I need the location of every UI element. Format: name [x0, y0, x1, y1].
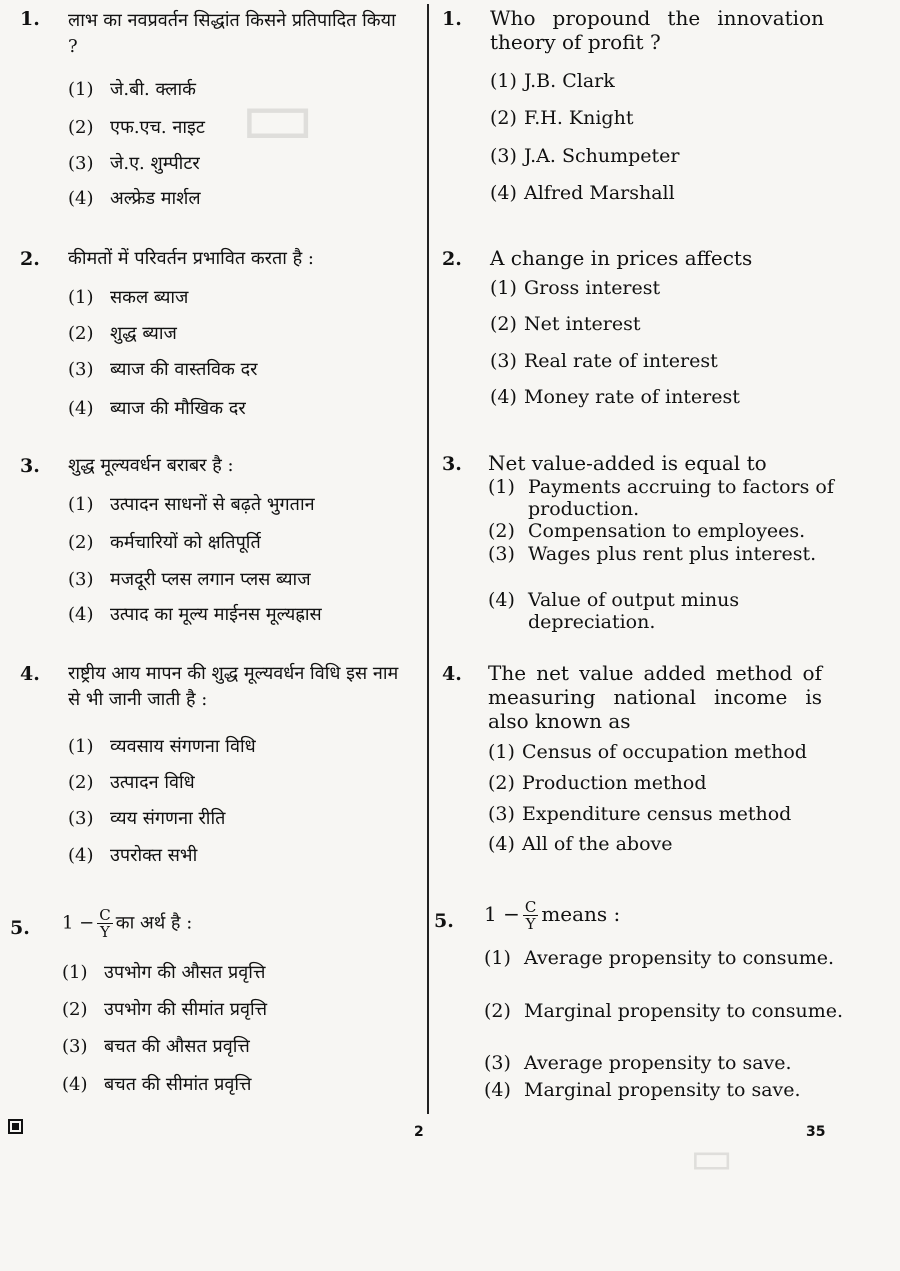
- option-2: (2) Compensation to employees.: [488, 520, 806, 542]
- option-2: (2) Marginal propensity to consume.: [484, 1000, 844, 1022]
- formula-prefix: 1 −: [484, 902, 520, 926]
- option-1: (1) सकल ब्याज: [68, 287, 189, 308]
- question-number: 3.: [442, 453, 462, 475]
- option-4: (4) Alfred Marshall: [490, 182, 675, 204]
- option-4: (4) ब्याज की मौखिक दर: [68, 398, 246, 419]
- question-number: 5.: [10, 917, 30, 939]
- question-text: The net value added method of measuring national income is also known as: [488, 661, 822, 733]
- question-number: 2.: [20, 248, 40, 270]
- option-2: (2) शुद्ध ब्याज: [68, 323, 177, 344]
- question-text: [62, 907, 402, 940]
- page-number-right: 35: [806, 1124, 826, 1140]
- option-2: (2) उत्पादन विधि: [68, 772, 195, 793]
- option-2: (2) F.H. Knight: [490, 107, 634, 129]
- option-3: (3) जे.ए. शुम्पीटर: [68, 153, 200, 174]
- option-3: (3) ब्याज की वास्तविक दर: [68, 359, 258, 380]
- option-2: (2) Net interest: [490, 313, 641, 335]
- question-text: कीमतों में परिवर्तन प्रभावित करता है :: [68, 248, 314, 269]
- question-text: A change in prices affects: [490, 246, 753, 270]
- fraction: $\frac{C}{Y}$: [524, 898, 537, 933]
- option-2: (2) Production method: [488, 772, 707, 794]
- option-4: (4) उपरोक्त सभी: [68, 845, 198, 866]
- option-1: (1) J.B. Clark: [490, 70, 615, 92]
- bleed-through-watermark: ▭: [690, 1130, 734, 1184]
- option-4: (4) बचत की सीमांत प्रवृत्ति: [62, 1074, 252, 1095]
- option-3: (3) बचत की औसत प्रवृत्ति: [62, 1036, 250, 1057]
- option-1: (1) Average propensity to consume.: [484, 947, 835, 969]
- option-1: (1) जे.बी. क्लार्क: [68, 79, 196, 100]
- option-3: (3) Real rate of interest: [490, 350, 718, 372]
- bleed-through-watermark: ▭: [240, 70, 316, 163]
- formula-suffix: means :: [541, 902, 621, 926]
- question-text: Net value-added is equal to: [488, 451, 767, 475]
- corner-marker: [8, 1119, 23, 1134]
- formula-prefix: 1 −: [62, 912, 95, 934]
- option-3: (3) J.A. Schumpeter: [490, 145, 680, 167]
- option-4: (4) All of the above: [488, 833, 673, 855]
- question-text: Who propound the innovation theory of profit ?: [490, 6, 824, 54]
- option-1: (1) Gross interest: [490, 277, 661, 299]
- option-4: (4) Value of output minus depreciation.: [488, 589, 740, 633]
- option-1: (1) Census of occupation method: [488, 741, 807, 763]
- question-number: 3.: [20, 455, 40, 477]
- question-text: लाभ का नवप्रवर्तन सिद्धांत किसने प्रतिपादित किया ?: [68, 10, 396, 57]
- option-4: (4) अल्फ्रेड मार्शल: [68, 188, 201, 209]
- option-1: (1) उत्पादन साधनों से बढ़ते भुगतान: [68, 494, 315, 515]
- option-4: (4) Marginal propensity to save.: [484, 1079, 801, 1101]
- fraction: $\frac{C}{Y}$: [99, 906, 111, 941]
- question-number: 4.: [20, 663, 40, 685]
- option-3: (3) Average propensity to save.: [484, 1052, 792, 1074]
- option-3: (3) Expenditure census method: [488, 803, 792, 825]
- option-4: (4) Money rate of interest: [490, 386, 740, 408]
- question-number: 1.: [20, 8, 40, 30]
- option-3: (3) मजदूरी प्लस लगान प्लस ब्याज: [68, 569, 311, 590]
- question-number: 1.: [442, 8, 462, 30]
- question-number: 2.: [442, 248, 462, 270]
- option-1: (1) उपभोग की औसत प्रवृत्ति: [62, 962, 266, 983]
- option-4: (4) उत्पाद का मूल्य माईनस मूल्यह्रास: [68, 604, 322, 625]
- question-number: 4.: [442, 663, 462, 685]
- option-2: (2) कर्मचारियों को क्षतिपूर्ति: [68, 532, 261, 553]
- option-2: (2) एफ.एच. नाइट: [68, 117, 205, 138]
- option-1: (1) Payments accruing to factors of production.: [488, 476, 834, 520]
- formula-suffix: का अर्थ है :: [115, 912, 193, 934]
- page-number-center: 2: [414, 1124, 424, 1140]
- option-3: (3) व्यय संगणना रीति: [68, 808, 226, 829]
- option-2: (2) उपभोग की सीमांत प्रवृत्ति: [62, 999, 268, 1020]
- option-3: (3) Wages plus rent plus interest.: [488, 543, 817, 565]
- column-divider: [427, 4, 429, 1114]
- question-text: राष्ट्रीय आय मापन की शुद्ध मूल्यवर्धन विधि इस नाम से भी जानी जाती है :: [68, 663, 399, 710]
- question-number: 5.: [434, 910, 454, 932]
- question-text: शुद्ध मूल्यवर्धन बराबर है :: [68, 455, 234, 476]
- option-1: (1) व्यवसाय संगणना विधि: [68, 736, 256, 757]
- question-text: [484, 899, 818, 932]
